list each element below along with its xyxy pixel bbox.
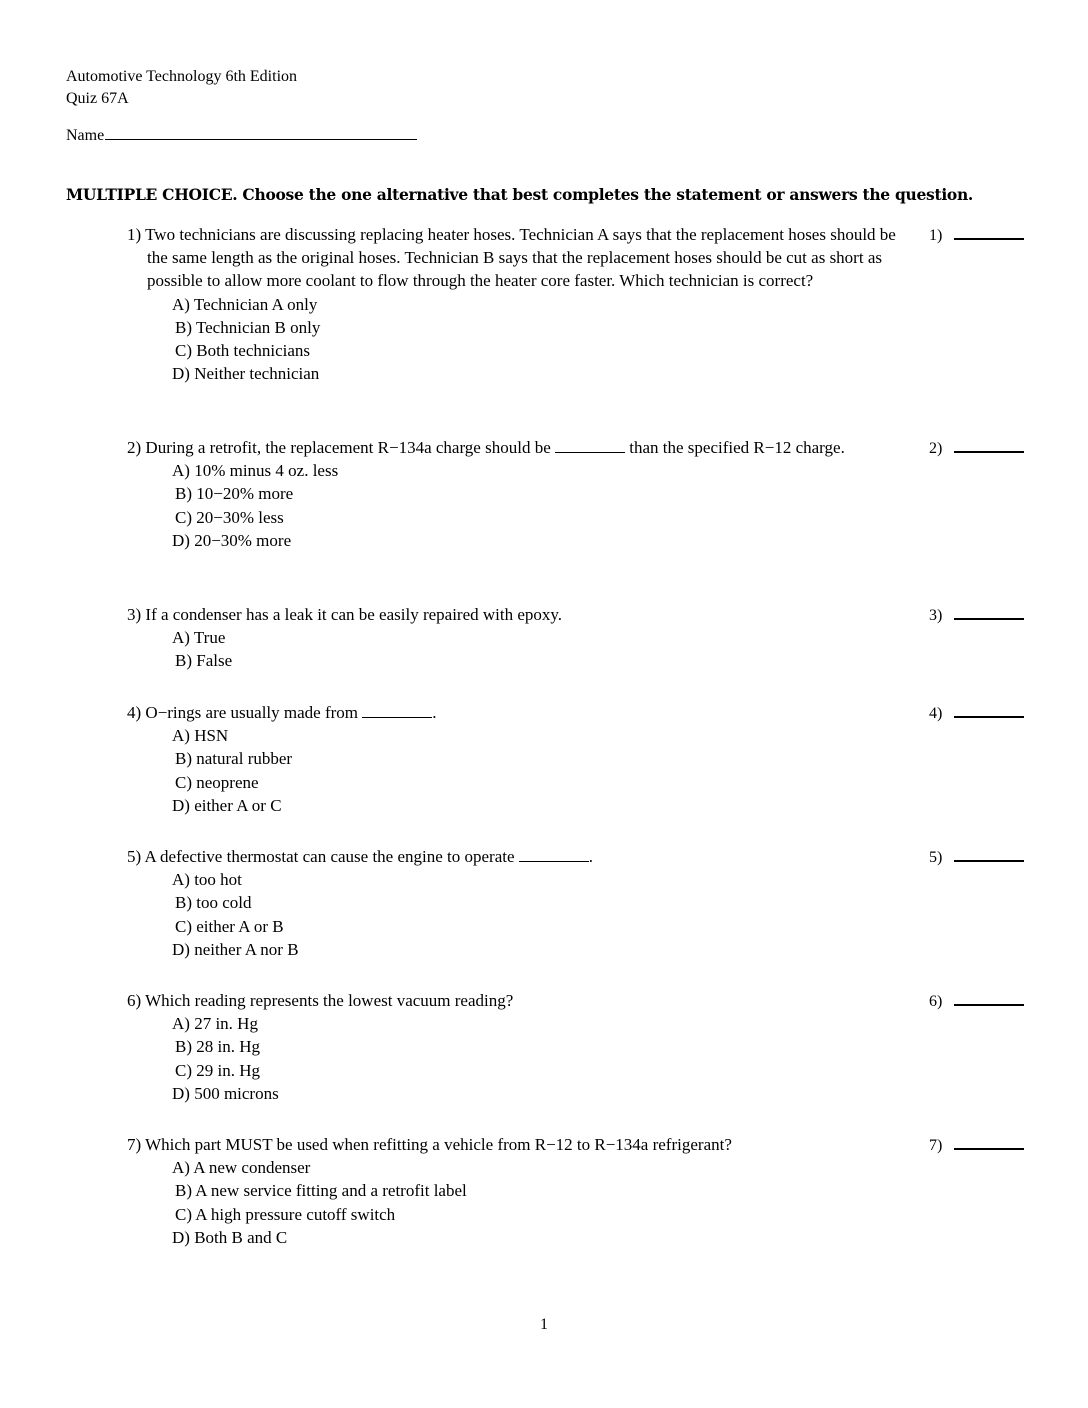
answer-blank-line[interactable] bbox=[954, 1136, 1024, 1150]
option-d[interactable]: D) Neither technician bbox=[172, 364, 320, 384]
question-6 bbox=[127, 989, 897, 1105]
fill-in-blank bbox=[519, 847, 589, 862]
name-label: Name bbox=[66, 127, 105, 144]
option-b[interactable]: B) too cold bbox=[175, 893, 252, 913]
answer-slot-7[interactable] bbox=[929, 1136, 1024, 1155]
answer-blank-line[interactable] bbox=[954, 606, 1024, 620]
question-7 bbox=[127, 1133, 897, 1249]
answer-blank-line[interactable] bbox=[954, 992, 1024, 1006]
answer-number: 5) bbox=[929, 849, 943, 866]
page-number: 1 bbox=[540, 1316, 548, 1333]
answer-number: 3) bbox=[929, 607, 943, 624]
option-a[interactable]: A) True bbox=[172, 628, 226, 648]
question-stem: 4) O−rings are usually made from . bbox=[127, 703, 437, 722]
option-b[interactable]: B) Technician B only bbox=[175, 317, 321, 337]
name-field[interactable] bbox=[66, 125, 417, 147]
question-stem: 1) Two technicians are discussing replacing heater hoses. Technician A says that the replacement hoses should be the same length as the original hoses. Technician B says that the replacement hoses should be cut as short as possible to allow more coolant to flow through the heater core faster. Which technician is correct? bbox=[127, 225, 896, 291]
question-stem: 2) During a retrofit, the replacement R−134a charge should be than the specified R−12 charge. bbox=[127, 438, 845, 457]
fill-in-blank bbox=[555, 438, 625, 453]
option-c[interactable]: C) neoprene bbox=[175, 772, 259, 792]
option-b[interactable]: B) natural rubber bbox=[175, 749, 293, 769]
option-c[interactable]: C) 20−30% less bbox=[175, 507, 284, 527]
option-a[interactable]: A) 27 in. Hg bbox=[172, 1014, 258, 1034]
answer-blank-line[interactable] bbox=[954, 704, 1024, 718]
quiz-label: Quiz 67A bbox=[66, 90, 129, 107]
question-3 bbox=[127, 603, 897, 673]
option-b[interactable]: B) 28 in. Hg bbox=[175, 1037, 260, 1057]
question-4 bbox=[127, 701, 897, 817]
name-blank-line[interactable] bbox=[105, 125, 417, 140]
option-a[interactable]: A) HSN bbox=[172, 726, 229, 746]
option-b[interactable]: B) 10−20% more bbox=[175, 484, 294, 504]
answer-number: 7) bbox=[929, 1137, 943, 1154]
answer-slot-3[interactable] bbox=[929, 606, 1024, 625]
option-a[interactable]: A) too hot bbox=[172, 870, 242, 890]
option-c[interactable]: C) Both technicians bbox=[175, 341, 311, 361]
question-stem: 3) If a condenser has a leak it can be easily repaired with epoxy. bbox=[127, 605, 563, 624]
answer-number: 4) bbox=[929, 705, 943, 722]
answer-number: 2) bbox=[929, 440, 943, 457]
option-c[interactable]: C) 29 in. Hg bbox=[175, 1060, 260, 1080]
question-5 bbox=[127, 845, 897, 961]
question-stem: 6) Which reading represents the lowest vacuum reading? bbox=[127, 991, 514, 1010]
answer-blank-line[interactable] bbox=[954, 439, 1024, 453]
document-title: Automotive Technology 6th Edition bbox=[66, 68, 298, 85]
answer-slot-1[interactable] bbox=[929, 226, 1024, 245]
option-c[interactable]: C) A high pressure cutoff switch bbox=[175, 1204, 396, 1224]
option-a[interactable]: A) Technician A only bbox=[172, 294, 318, 314]
option-c[interactable]: C) either A or B bbox=[175, 916, 284, 936]
option-a[interactable]: A) 10% minus 4 oz. less bbox=[172, 461, 339, 481]
answer-slot-2[interactable] bbox=[929, 439, 1024, 458]
instructions: MULTIPLE CHOICE. Choose the one alternative that best completes the statement or answers the question. bbox=[66, 185, 974, 204]
option-a[interactable]: A) A new condenser bbox=[172, 1158, 311, 1178]
option-d[interactable]: D) neither A nor B bbox=[172, 939, 299, 959]
question-stem: 5) A defective thermostat can cause the engine to operate . bbox=[127, 847, 594, 866]
option-d[interactable]: D) Both B and C bbox=[172, 1227, 288, 1247]
fill-in-blank bbox=[362, 703, 432, 718]
option-b[interactable]: B) A new service fitting and a retrofit label bbox=[175, 1181, 467, 1201]
question-2 bbox=[127, 436, 897, 552]
answer-blank-line[interactable] bbox=[954, 226, 1024, 240]
question-1 bbox=[127, 223, 897, 385]
answer-slot-5[interactable] bbox=[929, 848, 1024, 867]
option-d[interactable]: D) 500 microns bbox=[172, 1083, 279, 1103]
answer-slot-4[interactable] bbox=[929, 704, 1024, 723]
answer-number: 6) bbox=[929, 993, 943, 1010]
option-b[interactable]: B) False bbox=[175, 651, 233, 671]
question-stem: 7) Which part MUST be used when refitting a vehicle from R−12 to R−134a refrigerant? bbox=[127, 1135, 732, 1154]
option-d[interactable]: D) either A or C bbox=[172, 795, 282, 815]
option-d[interactable]: D) 20−30% more bbox=[172, 530, 292, 550]
answer-slot-6[interactable] bbox=[929, 992, 1024, 1011]
answer-number: 1) bbox=[929, 227, 943, 244]
answer-blank-line[interactable] bbox=[954, 848, 1024, 862]
